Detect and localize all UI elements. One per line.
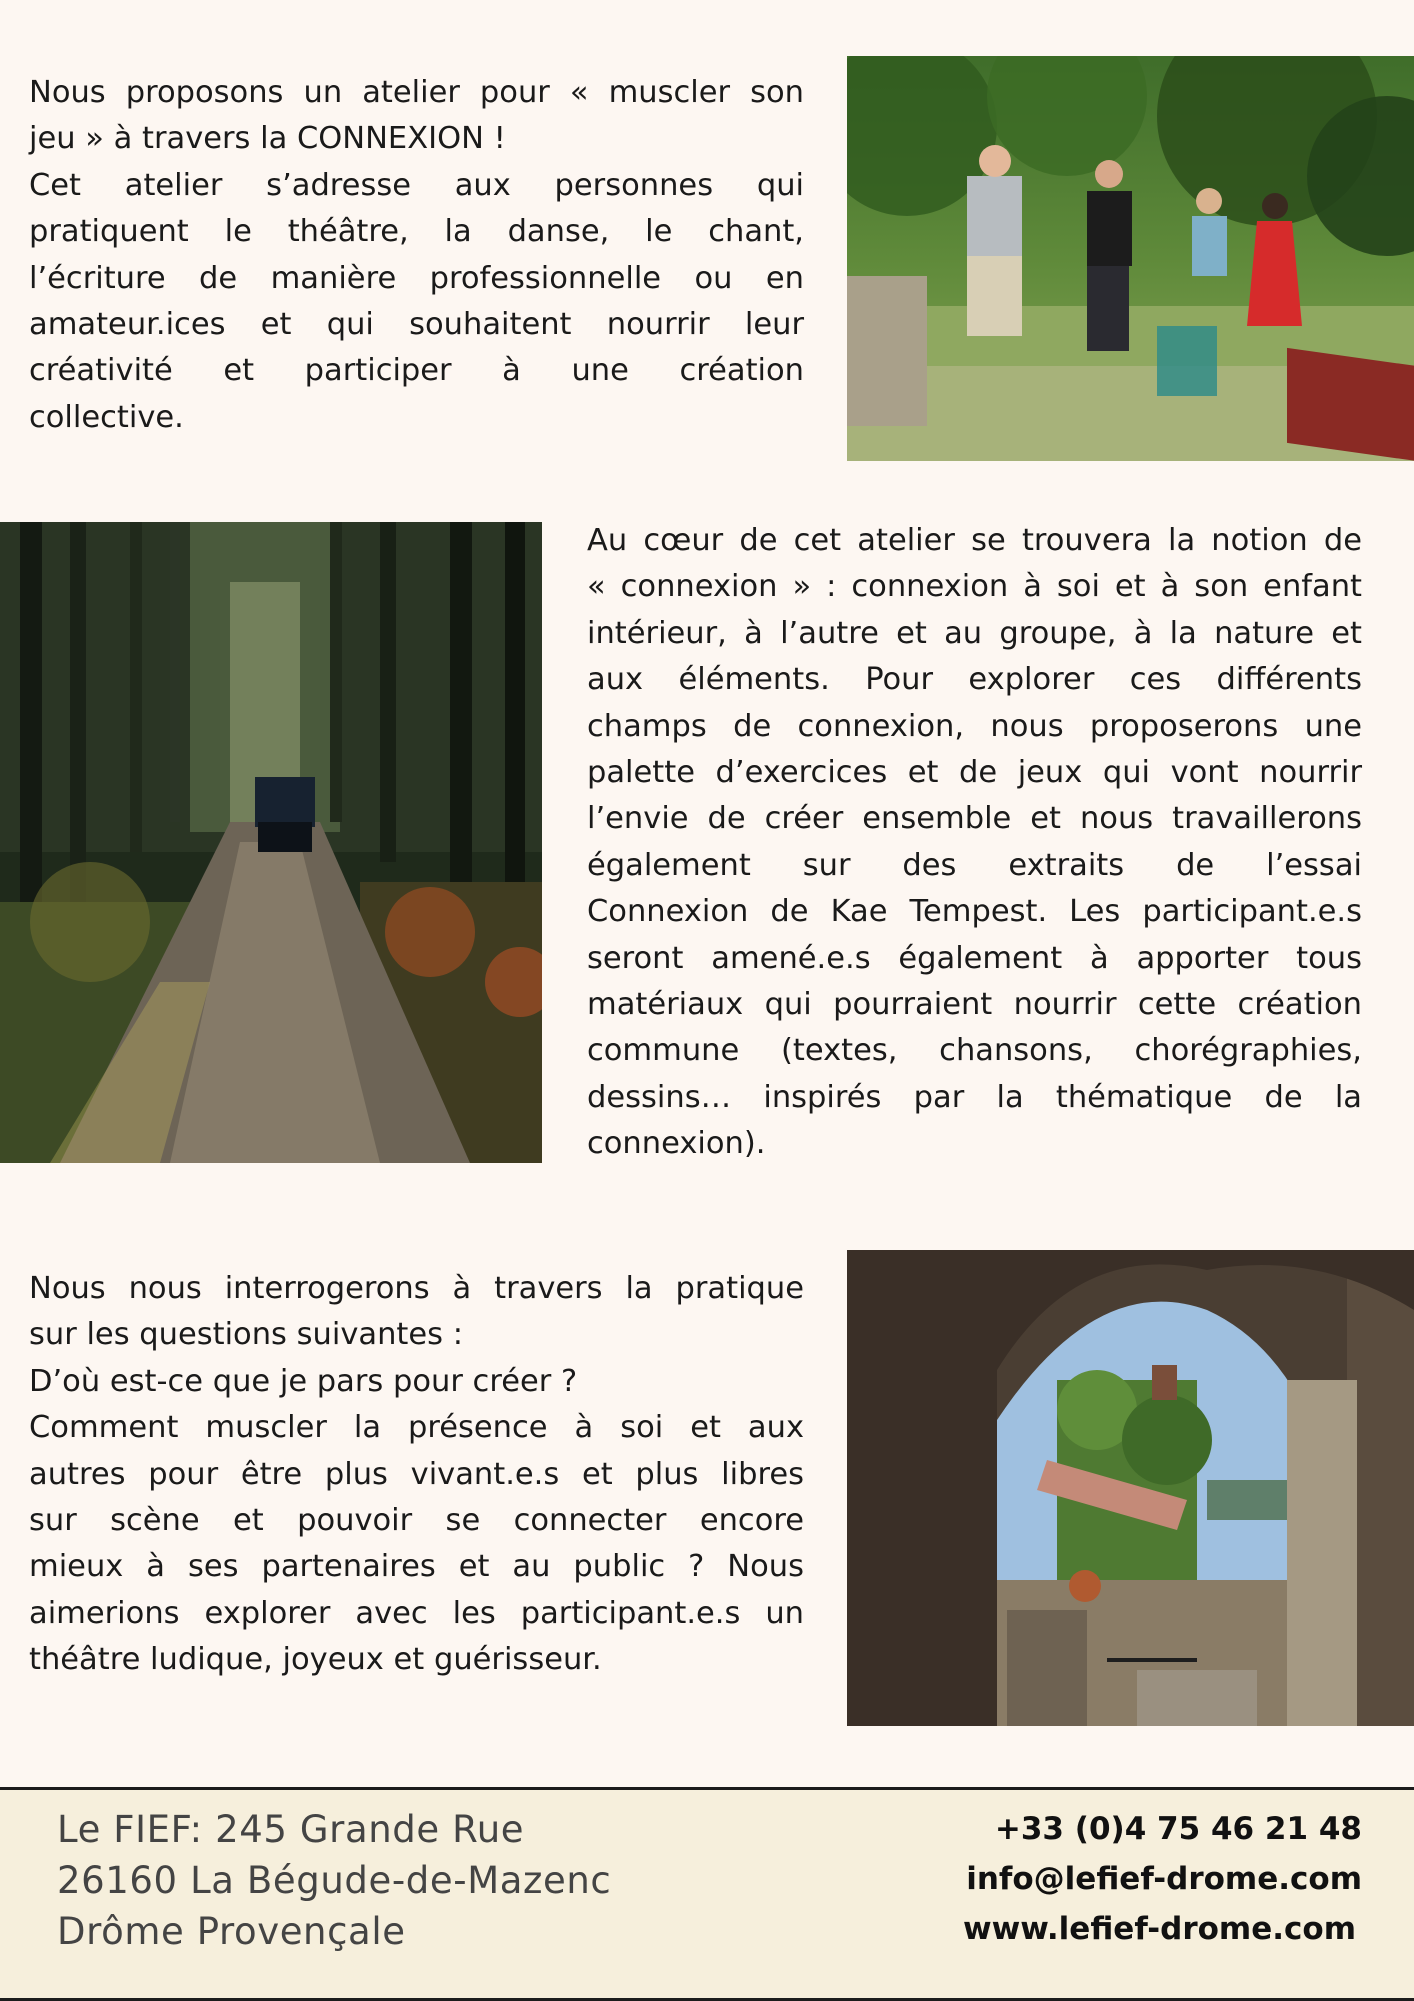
email-link[interactable]: info@lefief-drome.com: [966, 1861, 1362, 1897]
text-line: l’envie de créer ensemble et nous travaillerons: [587, 801, 1362, 837]
text-line: Au cœur de cet atelier se trouvera la notion de: [587, 523, 1362, 558]
address-line-1: Le FIEF: 245 Grande Rue: [57, 1808, 525, 1851]
footer: [0, 1787, 1414, 2001]
photo-forest-path: [0, 522, 542, 1163]
photo-group-exercise: [847, 56, 1414, 461]
text-line: Nous proposons un atelier pour « muscler son: [29, 75, 804, 110]
text-line: connexion).: [587, 1126, 766, 1162]
text-line: champs de connexion, nous proposerons une: [587, 708, 1362, 744]
text-line: jeu » à travers la CONNEXION !: [29, 121, 506, 157]
text-line: l’écriture de manière professionnelle ou en: [29, 260, 804, 296]
address-line-3: Drôme Provençale: [57, 1910, 406, 1953]
text-line: créativité et participer à une création: [29, 353, 804, 389]
text-line: commune (textes, chansons, chorégraphies,: [587, 1033, 1362, 1069]
questions-paragraph: [29, 1266, 804, 1684]
text-line: pratiquent le théâtre, la danse, le chant,: [29, 214, 804, 250]
text-line: autres pour être plus vivant.e.s et plus libres: [29, 1456, 804, 1492]
phone-number[interactable]: +33 (0)4 75 46 21 48: [994, 1811, 1362, 1847]
intro-paragraph: [29, 70, 804, 441]
text-line: Cet atelier s’adresse aux personnes qui: [29, 167, 804, 203]
text-line: aimerions explorer avec les participant.e.s un: [29, 1595, 804, 1631]
connexion-paragraph: [587, 518, 1362, 1168]
text-line: mieux à ses partenaires et au public ? Nous: [29, 1549, 804, 1585]
text-line: D’où est-ce que je pars pour créer ?: [29, 1363, 578, 1399]
text-line: Comment muscler la présence à soi et aux: [29, 1410, 804, 1446]
text-line: matériaux qui pourraient nourrir cette création: [587, 987, 1362, 1023]
text-line: intérieur, à l’autre et au groupe, à la nature et: [587, 615, 1362, 651]
text-line: sur les questions suivantes :: [29, 1317, 463, 1353]
text-line: également sur des extraits de l’essai: [587, 847, 1362, 883]
text-line: palette d’exercices et de jeux qui vont nourrir: [587, 755, 1362, 791]
text-line: amateur.ices et qui souhaitent nourrir leur: [29, 307, 804, 343]
text-line: « connexion » : connexion à soi et à son enfant: [587, 569, 1362, 605]
text-line: théâtre ludique, joyeux et guérisseur.: [29, 1642, 602, 1678]
text-line: collective.: [29, 399, 184, 435]
address-line-2: 26160 La Bégude-de-Mazenc: [57, 1859, 612, 1902]
text-line: dessins… inspirés par la thématique de la: [587, 1079, 1362, 1115]
photo-stone-arch: [847, 1250, 1414, 1726]
text-line: Nous nous interrogerons à travers la pratique: [29, 1271, 804, 1306]
website-link[interactable]: www.lefief-drome.com: [962, 1911, 1356, 1947]
text-line: sur scène et pouvoir se connecter encore: [29, 1503, 804, 1539]
text-line: Connexion de Kae Tempest. Les participant.e.s: [587, 894, 1362, 930]
text-line: seront amené.e.s également à apporter tous: [587, 940, 1362, 976]
text-line: aux éléments. Pour explorer ces différents: [587, 662, 1362, 698]
